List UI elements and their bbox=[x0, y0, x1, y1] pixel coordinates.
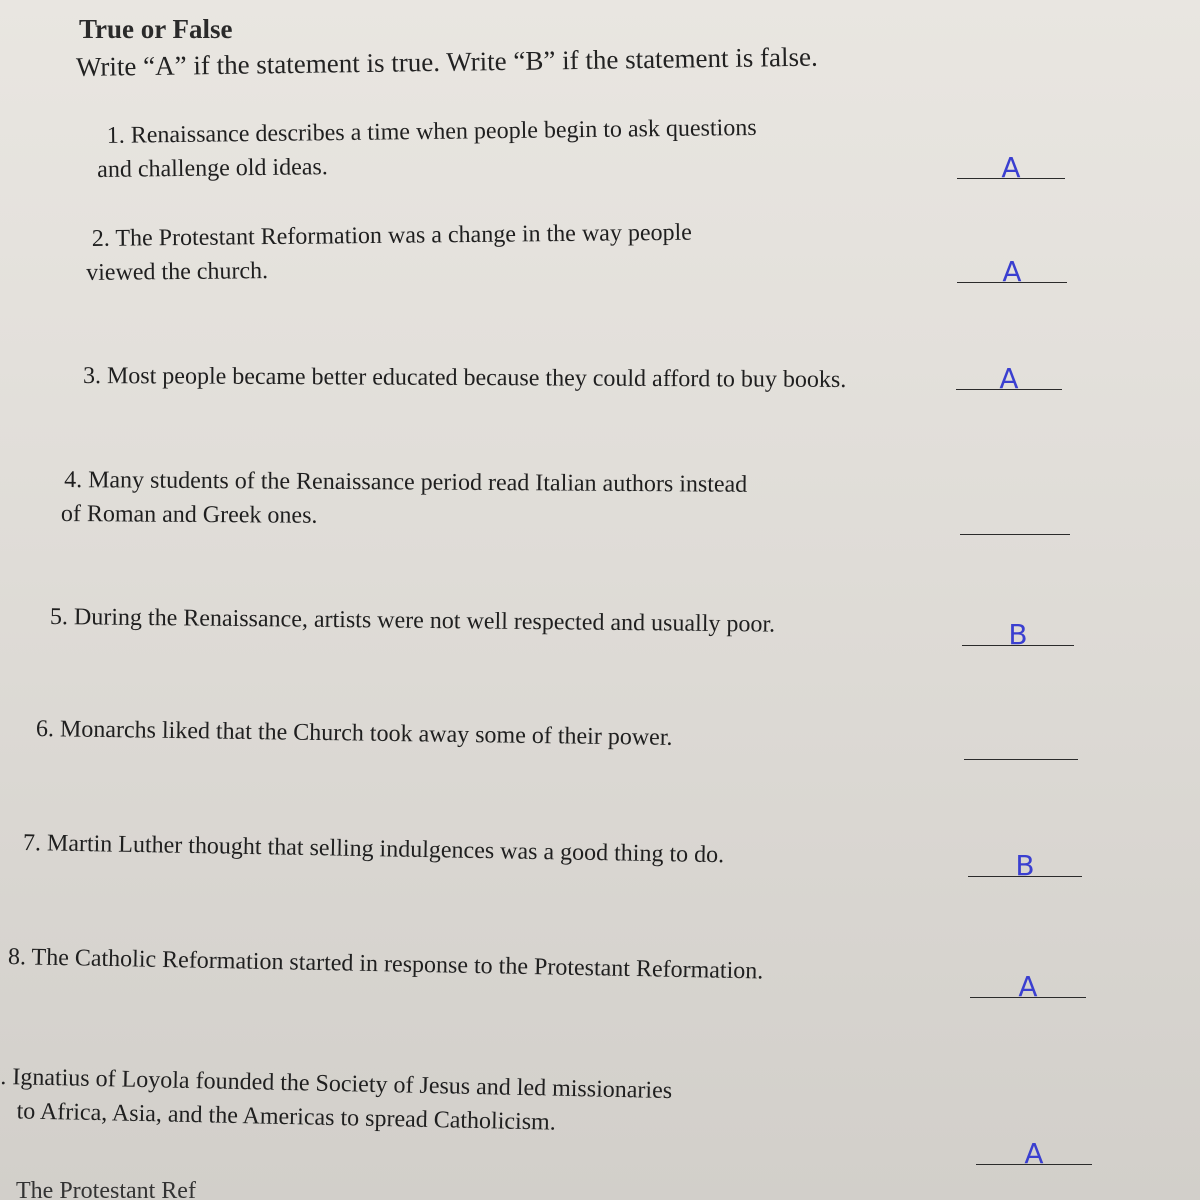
question-8 bbox=[8, 940, 764, 988]
answer-blank-9[interactable] bbox=[976, 1124, 1092, 1170]
question-9 bbox=[0, 1060, 672, 1142]
answer-blank-7[interactable] bbox=[968, 836, 1082, 882]
question-text-line: of Roman and Greek ones. bbox=[60, 500, 318, 529]
question-text-line: 5. During the Renaissance, artists were not well respected and usually poor. bbox=[49, 604, 776, 638]
worksheet-instructions: Write “A” if the statement is true. Write “B” if the statement is false. bbox=[75, 41, 818, 82]
question-4 bbox=[61, 463, 748, 536]
question-6 bbox=[36, 712, 673, 755]
question-text-line: 6. Monarchs liked that the Church took away some of their power. bbox=[35, 716, 673, 751]
worksheet-title: True or False bbox=[79, 14, 233, 44]
answer-blank-2[interactable] bbox=[957, 242, 1067, 288]
question-text-line: viewed the church. bbox=[86, 258, 269, 286]
question-text-line: 8. The Catholic Reformation started in response to the Protestant Reformation. bbox=[7, 944, 764, 985]
question-2 bbox=[86, 216, 693, 290]
question-1 bbox=[97, 111, 758, 187]
handwritten-answer: A bbox=[1024, 1137, 1044, 1170]
handwritten-answer: A bbox=[1001, 151, 1021, 184]
question-text-line: 7. Martin Luther thought that selling indulgences was a good thing to do. bbox=[22, 830, 725, 869]
question-text-line: 3. Most people became better educated because they could afford to buy books. bbox=[82, 363, 847, 393]
answer-blank-1[interactable] bbox=[957, 138, 1065, 184]
answer-blank-8[interactable] bbox=[970, 957, 1086, 1003]
handwritten-answer: B bbox=[1015, 849, 1035, 882]
question-7 bbox=[23, 826, 725, 872]
handwritten-answer: A bbox=[999, 362, 1019, 395]
next-section-heading-partial: The Protestant Ref bbox=[16, 1178, 196, 1200]
answer-blank-5[interactable] bbox=[962, 605, 1074, 651]
question-text-line: to Africa, Asia, and the Americas to spread Catholicism. bbox=[16, 1098, 556, 1136]
question-5 bbox=[50, 600, 775, 642]
question-text-line: 4. Many students of the Renaissance period read Italian authors instead bbox=[64, 467, 748, 498]
handwritten-answer: A bbox=[1018, 970, 1038, 1003]
question-3 bbox=[83, 359, 846, 397]
answer-blank-4[interactable] bbox=[960, 494, 1070, 535]
answer-blank-3[interactable] bbox=[956, 349, 1062, 395]
question-text-line: . Ignatius of Loyola founded the Society of Jesus and led missionaries bbox=[0, 1064, 673, 1105]
handwritten-answer: A bbox=[1002, 255, 1022, 288]
question-text-line: and challenge old ideas. bbox=[97, 154, 328, 183]
question-text-line: 2. The Protestant Reformation was a change in the way people bbox=[91, 219, 692, 252]
question-text-line: 1. Renaissance describes a time when people begin to ask questions bbox=[106, 114, 757, 149]
handwritten-answer: B bbox=[1008, 618, 1028, 651]
answer-blank-6[interactable] bbox=[964, 719, 1078, 760]
